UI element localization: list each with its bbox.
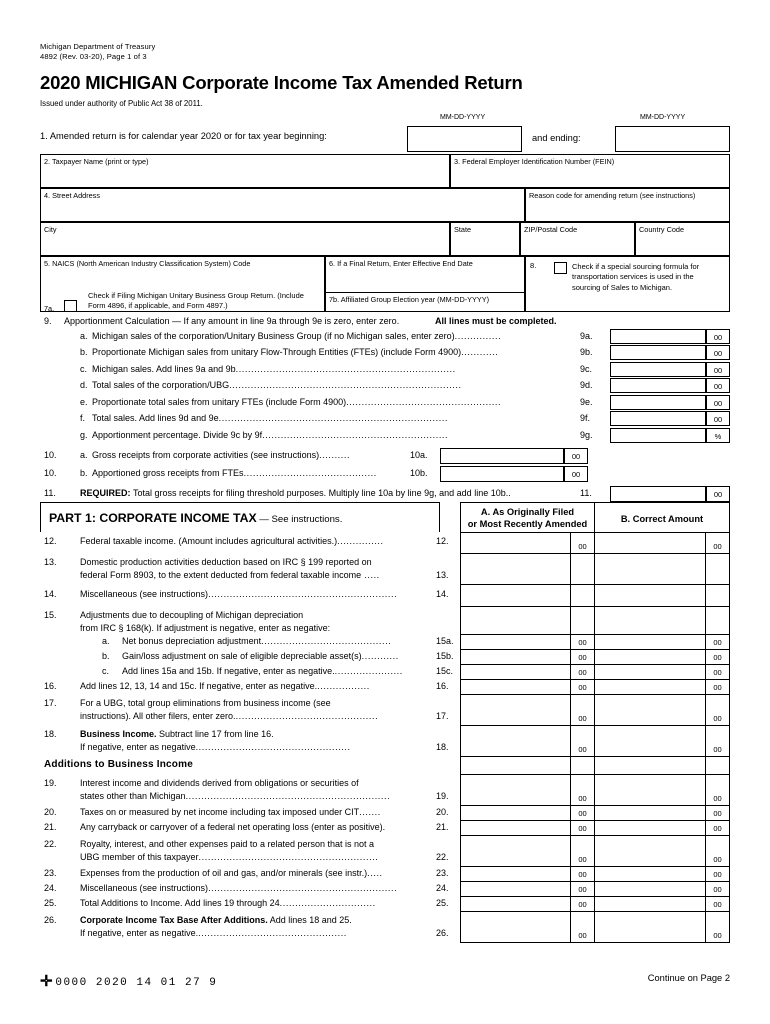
row-17-text-l2: instructions). All other filers, enter zero............................................... bbox=[80, 711, 379, 721]
row-17-amount-b[interactable] bbox=[595, 695, 706, 726]
row-13-text-l1: Domestic production activities deduction based on IRC § 199 reported on bbox=[80, 557, 372, 567]
naics-field[interactable] bbox=[40, 256, 325, 274]
row-26-boxnum: 26. bbox=[436, 928, 449, 938]
line9-heading-bold: All lines must be completed. bbox=[435, 315, 557, 326]
row-14 bbox=[40, 585, 730, 607]
box8-number: 8. bbox=[530, 260, 537, 270]
additions-subheading-row bbox=[40, 757, 730, 775]
row-26 bbox=[40, 912, 730, 943]
taxpayer-name-field[interactable] bbox=[40, 154, 450, 188]
row-17 bbox=[40, 695, 730, 726]
department-line: Michigan Department of Treasury bbox=[40, 42, 156, 51]
row-15c-cents-b: 00 bbox=[706, 665, 730, 680]
row-16-cents-a: 00 bbox=[571, 680, 595, 695]
line-10b-number: 10. bbox=[44, 468, 57, 478]
row-20-text: Taxes on or measured by net income including tax imposed under CIT....... bbox=[80, 807, 381, 817]
line-9c-cents: 00 bbox=[706, 362, 730, 377]
row-25-amount-b[interactable] bbox=[595, 897, 706, 912]
special-sourcing-checkbox[interactable] bbox=[554, 262, 567, 274]
row-12-amount-b[interactable] bbox=[595, 532, 706, 554]
authority-line: Issued under authority of Public Act 38 of 2011. bbox=[40, 98, 203, 108]
line-9b-number: 9b. bbox=[580, 347, 593, 357]
line-9b-text: Proportionate Michigan sales from unitary Flow-Through Entities (FTEs) (include Form 4900)............ bbox=[92, 347, 499, 357]
row-15a-amount-b[interactable] bbox=[595, 635, 706, 650]
line-9a-cents: 00 bbox=[706, 329, 730, 344]
row-16-amount-a[interactable] bbox=[460, 680, 571, 695]
ubg-checkbox[interactable] bbox=[64, 300, 77, 312]
row-12 bbox=[40, 532, 730, 554]
row-16 bbox=[40, 680, 730, 695]
row-15c bbox=[40, 665, 730, 680]
line9-heading: Apportionment Calculation — If any amount in line 9a through 9e is zero, enter zero. bbox=[64, 315, 400, 326]
ubg-text: Check if Filing Michigan Unitary Business Group Return. (Include Form 4896, if applicable, and Form 4897.) bbox=[88, 290, 304, 311]
row-25-text: Total Additions to Income. Add lines 19 through 24............................... bbox=[80, 898, 376, 908]
row-18-amount-b[interactable] bbox=[595, 726, 706, 757]
state-label: State bbox=[454, 224, 472, 234]
row-13-amount-b[interactable] bbox=[595, 554, 706, 585]
row-15-amount-a bbox=[460, 607, 571, 635]
line-11-number: 11. bbox=[44, 488, 56, 498]
row-13-boxnum: 13. bbox=[436, 570, 449, 580]
line-9b-cents: 00 bbox=[706, 345, 730, 360]
line-9a bbox=[40, 329, 730, 346]
row-13-cents-b bbox=[706, 554, 730, 585]
apportionment-section bbox=[40, 314, 730, 445]
row-25-boxnum: 25. bbox=[436, 898, 449, 908]
row-18-number: 18. bbox=[44, 729, 57, 739]
row-26-number: 26. bbox=[44, 915, 57, 925]
line-10a-amount[interactable] bbox=[440, 448, 564, 464]
row-23-amount-b[interactable] bbox=[595, 867, 706, 882]
row-15c-text: Add lines 15a and 15b. If negative, enter as negative....................... bbox=[122, 666, 403, 676]
row-18-text-l2: If negative, enter as negative.................................................. bbox=[80, 742, 351, 752]
row-17-cents-a: 00 bbox=[571, 695, 595, 726]
line-9a-number: 9a. bbox=[580, 330, 593, 341]
row-19-number: 19. bbox=[44, 778, 57, 788]
row-20-cents-b: 00 bbox=[706, 806, 730, 821]
row-25-cents-a: 00 bbox=[571, 897, 595, 912]
line-10b-cents: 00 bbox=[564, 466, 588, 482]
fein-label: 3. Federal Employer Identification Number (FEIN) bbox=[454, 156, 615, 166]
row-25-cents-b: 00 bbox=[706, 897, 730, 912]
row-15-amount-b bbox=[595, 607, 706, 635]
row-18-bold-lead: Business Income. bbox=[80, 729, 157, 739]
end-date-hint: MM-DD-YYYY bbox=[640, 113, 686, 121]
ubg-7a-number: 7a. bbox=[44, 303, 55, 313]
line-9b bbox=[40, 345, 730, 362]
row-20-amount-b[interactable] bbox=[595, 806, 706, 821]
part1-title-note: — See instructions. bbox=[259, 514, 343, 525]
row-21-amount-a[interactable] bbox=[460, 821, 571, 836]
row-17-text-l1: For a UBG, total group eliminations from business income (see bbox=[80, 698, 331, 708]
line-9f-cents: 00 bbox=[706, 411, 730, 426]
row-13-cents-a bbox=[571, 554, 595, 585]
row-15b-amount-a[interactable] bbox=[460, 650, 571, 665]
line-9e-cents: 00 bbox=[706, 395, 730, 410]
row-15-text-l2: from IRC § 168(k). If adjustment is negative, enter as negative: bbox=[80, 623, 331, 633]
row-17-cents-b: 00 bbox=[706, 695, 730, 726]
row-12-cents-a: 00 bbox=[571, 532, 595, 554]
line-9a-letter: a. bbox=[80, 330, 88, 341]
row-15a bbox=[40, 635, 730, 650]
row-22 bbox=[40, 836, 730, 867]
row-12-number: 12. bbox=[44, 536, 57, 546]
row-15b bbox=[40, 650, 730, 665]
treasury-header bbox=[40, 42, 730, 63]
line-9g-text: Apportionment percentage. Divide 9c by 9f............................................................ bbox=[92, 429, 449, 440]
additions-spacer-b bbox=[595, 757, 706, 775]
row-15c-amount-b[interactable] bbox=[595, 665, 706, 680]
row-17-boxnum: 17. bbox=[436, 711, 449, 721]
row-19-amount-b[interactable] bbox=[595, 775, 706, 806]
line-9c-number: 9c. bbox=[580, 363, 593, 374]
row-15b-cents-b: 00 bbox=[706, 650, 730, 665]
row-12-text: Federal taxable income. (Amount includes agricultural activities.)............... bbox=[80, 536, 384, 546]
street-address-label: 4. Street Address bbox=[44, 190, 100, 200]
line-9c-amount[interactable] bbox=[610, 362, 706, 377]
part1-section bbox=[40, 502, 730, 943]
line-10a-letter: a. bbox=[80, 450, 88, 460]
row-15a-cents-b: 00 bbox=[706, 635, 730, 650]
row-22-amount-b[interactable] bbox=[595, 836, 706, 867]
page-title: 2020 MICHIGAN Corporate Income Tax Amended Return bbox=[40, 71, 523, 93]
row-15-cents-a bbox=[571, 607, 595, 635]
row-23-text: Expenses from the production of oil and gas, and/or minerals (see instr.)..... bbox=[80, 868, 383, 878]
row-23-cents-a: 00 bbox=[571, 867, 595, 882]
tax-year-end-field[interactable] bbox=[615, 126, 730, 152]
row-23-cents-b: 00 bbox=[706, 867, 730, 882]
line-11-cents: 00 bbox=[706, 486, 730, 502]
row-24-number: 24. bbox=[44, 883, 57, 893]
part1-title: PART 1: CORPORATE INCOME TAX bbox=[49, 511, 257, 525]
additions-spacer-cents-a bbox=[571, 757, 595, 775]
row-15-heading bbox=[40, 607, 730, 635]
row-22-boxnum: 22. bbox=[436, 852, 449, 862]
row-18-text-l1: Business Income. Subtract line 17 from line 16. bbox=[80, 729, 274, 739]
row-24-cents-a: 00 bbox=[571, 882, 595, 897]
and-ending-label: and ending: bbox=[532, 132, 581, 143]
row-20-amount-a[interactable] bbox=[460, 806, 571, 821]
row-19-text-l2: states other than Michigan.................................................................. bbox=[80, 791, 391, 801]
row-26-cents-a: 00 bbox=[571, 912, 595, 943]
final-return-date-field[interactable] bbox=[325, 256, 525, 274]
tax-year-row bbox=[40, 114, 730, 154]
row-14-boxnum: 14. bbox=[436, 589, 449, 599]
line-9d-number: 9d. bbox=[580, 380, 593, 390]
column-b-label: B. Correct Amount bbox=[620, 514, 704, 524]
row-15c-cents-a: 00 bbox=[571, 665, 595, 680]
row-26-amount-a[interactable] bbox=[460, 912, 571, 943]
line-10a-number: 10. bbox=[44, 450, 57, 460]
row-23-boxnum: 23. bbox=[436, 868, 449, 878]
line-9d bbox=[40, 378, 730, 395]
gross-receipts-section bbox=[40, 448, 730, 498]
row-15c-letter: c. bbox=[102, 666, 110, 676]
identity-block bbox=[40, 154, 730, 312]
row-20-boxnum: 20. bbox=[436, 807, 449, 817]
row-23-amount-a[interactable] bbox=[460, 867, 571, 882]
begin-date-hint: MM-DD-YYYY bbox=[440, 113, 486, 121]
row-13-text-l2: federal Form 8903, to the extent deducted from federal taxable income ..... bbox=[80, 570, 380, 580]
row-18-cents-a: 00 bbox=[571, 726, 595, 757]
line-9f-amount[interactable] bbox=[610, 411, 706, 426]
row-22-number: 22. bbox=[44, 839, 57, 849]
reason-code-label: Reason code for amending return (see instructions) bbox=[529, 190, 696, 200]
row-12-boxnum: 12. bbox=[436, 536, 449, 546]
row-15a-text: Net bonus depreciation adjustment.......................................... bbox=[122, 636, 392, 646]
line-9e-letter: e. bbox=[80, 396, 88, 407]
naics-label: 5. NAICS (North American Industry Classification System) Code bbox=[44, 258, 251, 268]
barcode-digits: 0000 2020 14 01 27 9 bbox=[55, 977, 218, 989]
line-9f-text: Total sales. Add lines 9d and 9e.......................................................................... bbox=[92, 413, 449, 423]
row-14-cents-b bbox=[706, 585, 730, 607]
row-15a-amount-a[interactable] bbox=[460, 635, 571, 650]
line-9g-letter: g. bbox=[80, 429, 88, 440]
row-19-amount-a[interactable] bbox=[460, 775, 571, 806]
line-10b-boxnum: 10b. bbox=[410, 468, 428, 478]
row-17-amount-a[interactable] bbox=[460, 695, 571, 726]
row-15-cents-b bbox=[706, 607, 730, 635]
line-9c-text: Michigan sales. Add lines 9a and 9b....................................................................... bbox=[92, 363, 456, 374]
additions-spacer-a bbox=[460, 757, 571, 775]
row-21-cents-b: 00 bbox=[706, 821, 730, 836]
row-22-text-l1: Royalty, interest, and other expenses paid to a related person that is not a bbox=[80, 839, 375, 849]
row-22-text-l2: UBG member of this taxpayer.......................................................... bbox=[80, 852, 379, 862]
row-13 bbox=[40, 554, 730, 585]
row-18-amount-a[interactable] bbox=[460, 726, 571, 757]
row-24-boxnum: 24. bbox=[436, 883, 449, 893]
row-13-number: 13. bbox=[44, 557, 57, 567]
row-19-cents-b: 00 bbox=[706, 775, 730, 806]
row-19-cents-a: 00 bbox=[571, 775, 595, 806]
row-22-cents-a: 00 bbox=[571, 836, 595, 867]
row-23 bbox=[40, 867, 730, 882]
street-address-field[interactable] bbox=[40, 188, 525, 222]
zip-field[interactable] bbox=[520, 222, 635, 256]
row-16-cents-b: 00 bbox=[706, 680, 730, 695]
line-10a bbox=[40, 448, 730, 466]
reason-code-field[interactable] bbox=[525, 188, 730, 222]
line-10b-text: Apportioned gross receipts from FTEs........................................... bbox=[92, 468, 377, 478]
row-24-amount-a[interactable] bbox=[460, 882, 571, 897]
row-26-bold-lead: Corporate Income Tax Base After Additions. bbox=[80, 915, 268, 925]
taxpayer-name-label: 2. Taxpayer Name (print or type) bbox=[44, 156, 149, 166]
row-15b-text: Gain/loss adjustment on sale of eligible depreciable asset(s)............ bbox=[122, 651, 399, 661]
line-9b-amount[interactable] bbox=[610, 345, 706, 360]
line-9f bbox=[40, 411, 730, 428]
special-sourcing-box[interactable] bbox=[525, 256, 730, 312]
row-17-number: 17. bbox=[44, 698, 57, 708]
final-return-entry[interactable] bbox=[325, 274, 525, 292]
row-26-text-l1: Corporate Income Tax Base After Additions. Add lines 18 and 25. bbox=[80, 915, 352, 925]
row-19-boxnum: 19. bbox=[436, 791, 449, 801]
line-9d-text: Total sales of the corporation/UBG........................................................................... bbox=[92, 380, 462, 390]
line-9e-text: Proportionate total sales from unitary FTEs (include Form 4900).................................................. bbox=[92, 396, 502, 407]
box8-text: Check if a special sourcing formula for transportation services is used in the sourcing of Sales to Michigan. bbox=[572, 261, 700, 292]
row-16-number: 16. bbox=[44, 681, 57, 691]
city-field[interactable] bbox=[40, 222, 450, 256]
country-code-label: Country Code bbox=[639, 224, 685, 234]
column-a-line1: A. As Originally Filed bbox=[480, 507, 575, 517]
row-26-text-l2: If negative, enter as negative................................................. bbox=[80, 928, 347, 938]
line-9a-text: Michigan sales of the corporation/Unitary Business Group (if no Michigan sales, enter zero)............... bbox=[92, 330, 502, 341]
line-9g-amount[interactable] bbox=[610, 428, 706, 443]
line-9d-amount[interactable] bbox=[610, 378, 706, 393]
additions-spacer-cents-b bbox=[706, 757, 730, 775]
zip-label: ZIP/Postal Code bbox=[524, 224, 578, 234]
fein-field[interactable] bbox=[450, 154, 730, 188]
row-25 bbox=[40, 897, 730, 912]
line-10b-letter: b. bbox=[80, 468, 88, 478]
continue-note: Continue on Page 2 bbox=[647, 973, 730, 983]
line-10a-boxnum: 10a. bbox=[410, 450, 428, 460]
row-15-text-l1: Adjustments due to decoupling of Michigan depreciation bbox=[80, 610, 304, 620]
column-a-header bbox=[460, 502, 595, 532]
line-9b-letter: b. bbox=[80, 347, 88, 357]
line-9f-letter: f. bbox=[80, 413, 86, 423]
row-13-amount-a[interactable] bbox=[460, 554, 571, 585]
row-24-text: Miscellaneous (see instructions)............................................................. bbox=[80, 883, 398, 893]
row-20-number: 20. bbox=[44, 807, 57, 817]
line9-number: 9. bbox=[44, 315, 52, 326]
line-9a-amount[interactable] bbox=[610, 329, 706, 344]
row-24-cents-b: 00 bbox=[706, 882, 730, 897]
affiliated-group-label: 7b. Affiliated Group Election year (MM-DD-YYYY) bbox=[329, 294, 490, 304]
line-9g-percent: % bbox=[706, 428, 730, 443]
line-11-amount[interactable] bbox=[610, 486, 706, 502]
row-14-number: 14. bbox=[44, 589, 57, 599]
city-label: City bbox=[44, 224, 57, 234]
row-24-amount-b[interactable] bbox=[595, 882, 706, 897]
row-15b-letter: b. bbox=[102, 651, 110, 661]
final-return-label: 6. If a Final Return, Enter Effective End Date bbox=[329, 258, 473, 268]
row-21-boxnum: 21. bbox=[436, 822, 449, 832]
row-23-number: 23. bbox=[44, 868, 57, 878]
line-11-required-label: REQUIRED: bbox=[80, 488, 131, 498]
row-18 bbox=[40, 726, 730, 757]
row-15c-boxnum: 15c. bbox=[436, 666, 454, 676]
row-24 bbox=[40, 882, 730, 897]
line-9e-number: 9e. bbox=[580, 396, 593, 407]
plus-marker: ✛ bbox=[40, 973, 53, 990]
tax-year-begin-field[interactable] bbox=[407, 126, 522, 152]
line-10b-amount[interactable] bbox=[440, 466, 564, 482]
row-21-number: 21. bbox=[44, 822, 57, 832]
line-9e bbox=[40, 395, 730, 412]
page-footer bbox=[40, 972, 730, 990]
row-25-amount-a[interactable] bbox=[460, 897, 571, 912]
row-16-amount-b[interactable] bbox=[595, 680, 706, 695]
row-22-cents-b: 00 bbox=[706, 836, 730, 867]
country-code-field[interactable] bbox=[635, 222, 730, 256]
row-14-text: Miscellaneous (see instructions)............................................................. bbox=[80, 589, 398, 599]
row-12-amount-a[interactable] bbox=[460, 532, 571, 554]
row-15c-amount-a[interactable] bbox=[460, 665, 571, 680]
line-9g bbox=[40, 428, 730, 445]
line1-label: 1. Amended return is for calendar year 2020 or for tax year beginning: bbox=[40, 130, 327, 141]
row-21-cents-a: 00 bbox=[571, 821, 595, 836]
row-15a-boxnum: 15a. bbox=[436, 636, 454, 646]
row-14-cents-a bbox=[571, 585, 595, 607]
row-19 bbox=[40, 775, 730, 806]
row-21 bbox=[40, 821, 730, 836]
row-15b-boxnum: 15b. bbox=[436, 651, 454, 661]
row-25-number: 25. bbox=[44, 898, 57, 908]
row-26-cents-b: 00 bbox=[706, 912, 730, 943]
line-11-text: Total gross receipts for filing threshold purposes. Multiply line 10a by line 9g, and add line 10b.. bbox=[133, 488, 511, 498]
row-20-cents-a: 00 bbox=[571, 806, 595, 821]
affiliated-group-field[interactable] bbox=[325, 292, 525, 312]
row-15b-cents-a: 00 bbox=[571, 650, 595, 665]
state-field[interactable] bbox=[450, 222, 520, 256]
line-9c-letter: c. bbox=[80, 363, 88, 374]
column-b-header bbox=[595, 502, 730, 532]
row-15-number: 15. bbox=[44, 610, 57, 620]
form-number-line: 4892 (Rev. 03-20), Page 1 of 3 bbox=[40, 52, 147, 62]
line-10a-text: Gross receipts from corporate activities (see instructions).......... bbox=[92, 450, 351, 460]
row-14-amount-a[interactable] bbox=[460, 585, 571, 607]
line-10a-cents: 00 bbox=[564, 448, 588, 464]
row-15a-letter: a. bbox=[102, 636, 110, 646]
row-18-cents-b: 00 bbox=[706, 726, 730, 757]
row-16-boxnum: 16. bbox=[436, 681, 449, 691]
column-a-line2: or Most Recently Amended bbox=[467, 519, 588, 530]
row-16-text: Add lines 12, 13, 14 and 15c. If negative, enter as negative.................. bbox=[80, 681, 370, 691]
row-15b-amount-b[interactable] bbox=[595, 650, 706, 665]
row-26-amount-b[interactable] bbox=[595, 912, 706, 943]
line-10b bbox=[40, 466, 730, 484]
line-9f-number: 9f. bbox=[580, 413, 591, 423]
row-14-amount-b[interactable] bbox=[595, 585, 706, 607]
row-22-amount-a[interactable] bbox=[460, 836, 571, 867]
line-9g-number: 9g. bbox=[580, 429, 593, 440]
row-21-text: Any carryback or carryover of a federal net operating loss (enter as positive). bbox=[80, 822, 386, 832]
line-11-boxnum: 11. bbox=[580, 488, 592, 498]
additions-subheading: Additions to Business Income bbox=[44, 759, 193, 770]
row-19-text-l1: Interest income and dividends derived from obligations or securities of bbox=[80, 778, 359, 788]
line-9d-letter: d. bbox=[80, 380, 88, 390]
line-9c bbox=[40, 362, 730, 379]
row-12-cents-b: 00 bbox=[706, 532, 730, 554]
row-20 bbox=[40, 806, 730, 821]
row-21-amount-b[interactable] bbox=[595, 821, 706, 836]
line-9e-amount[interactable] bbox=[610, 395, 706, 410]
row-15a-cents-a: 00 bbox=[571, 635, 595, 650]
part1-title-box bbox=[40, 502, 440, 532]
line-9d-cents: 00 bbox=[706, 378, 730, 393]
row-18-boxnum: 18. bbox=[436, 742, 449, 752]
part1-rows bbox=[40, 532, 730, 943]
